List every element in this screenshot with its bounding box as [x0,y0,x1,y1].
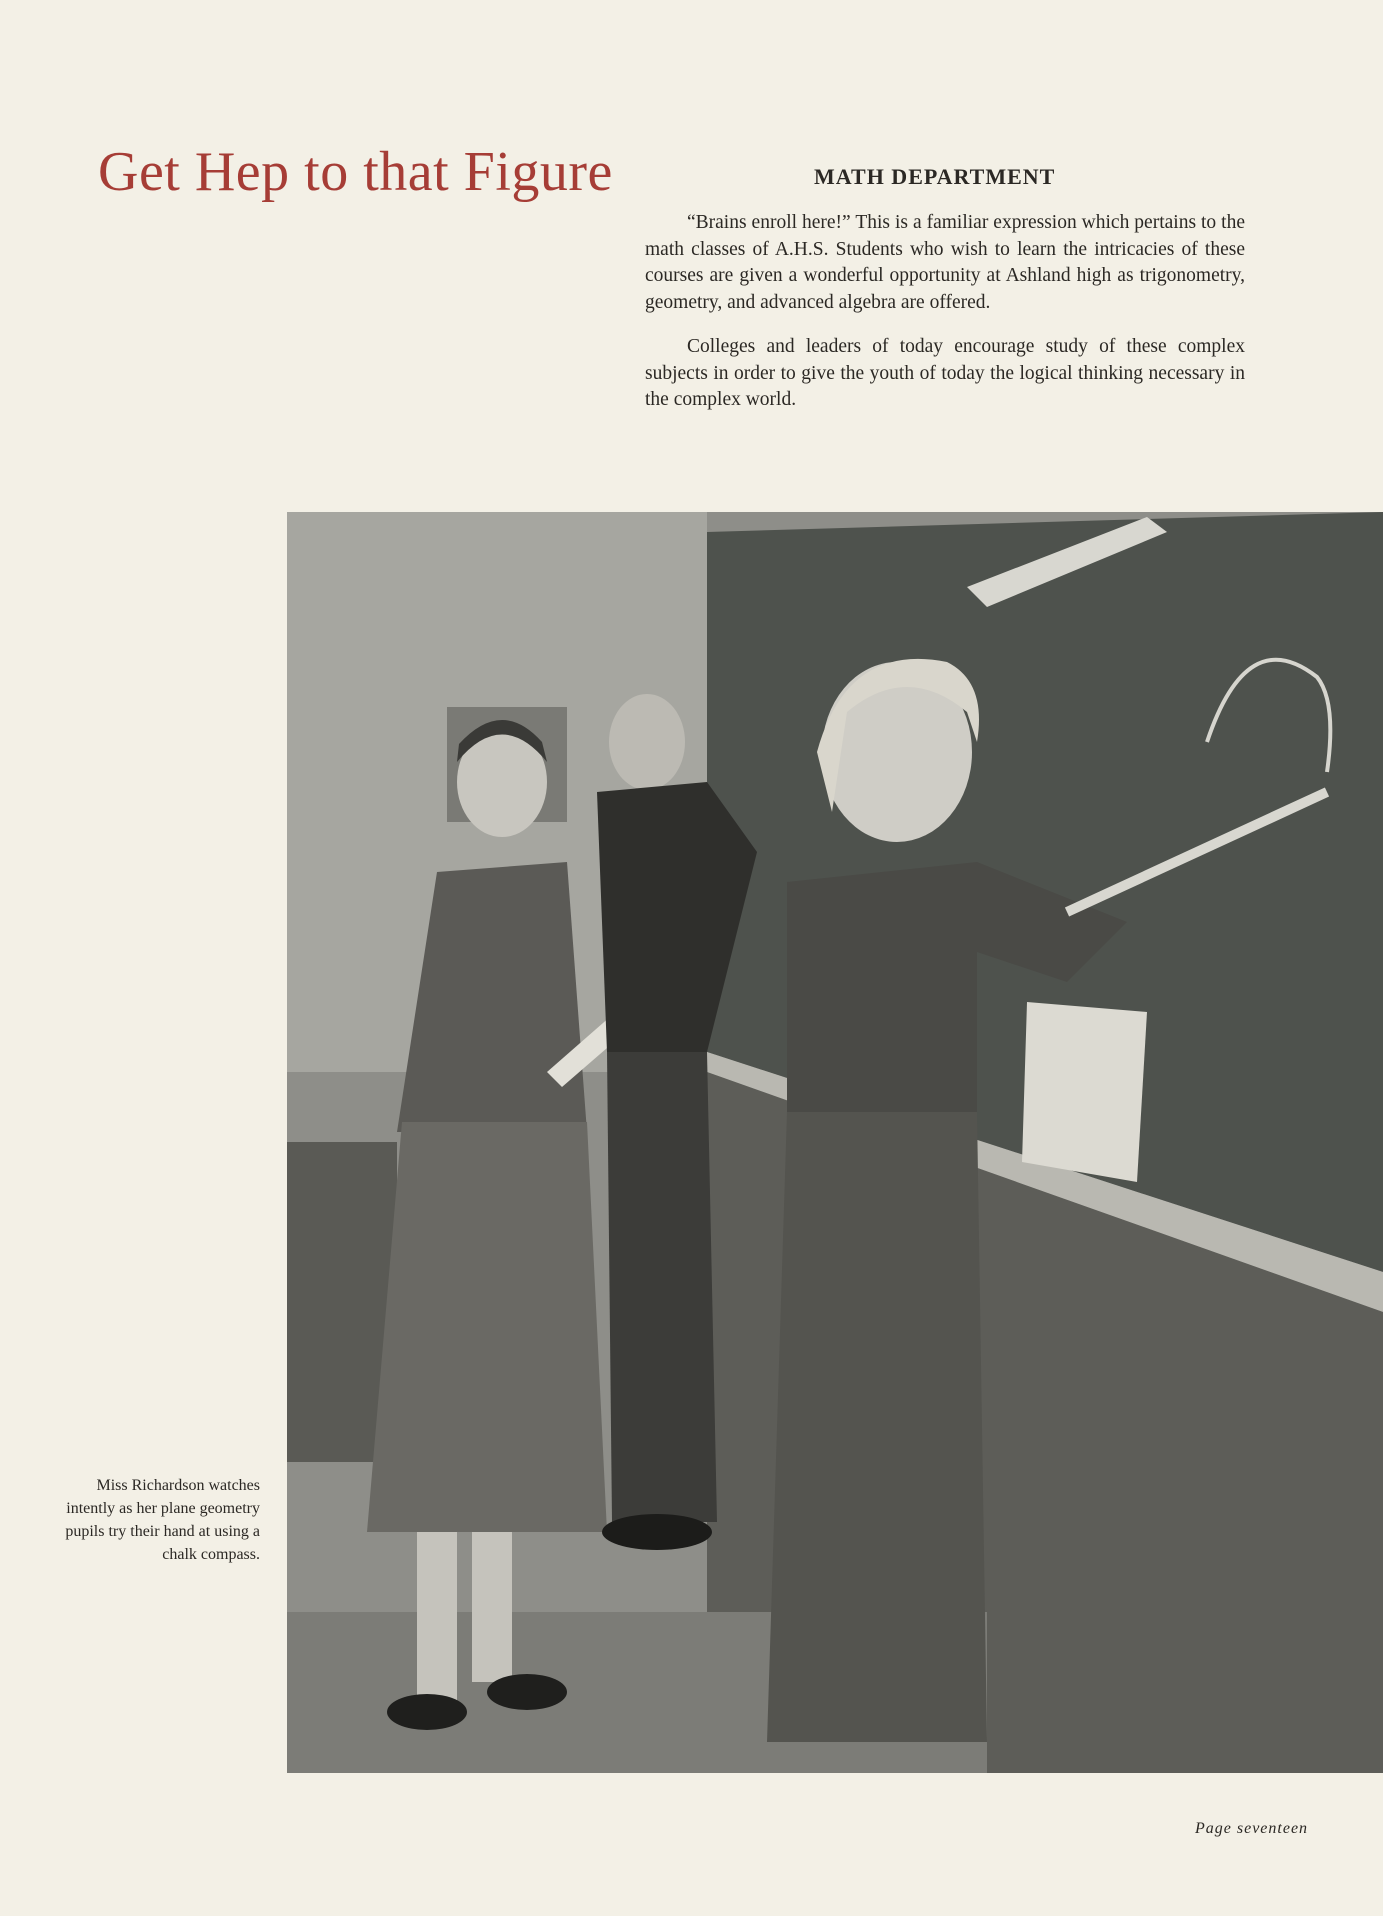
photo-caption: Miss Richardson watches intently as her plane geometry pupils try their hand at using a chalk compass. [65,1477,260,1563]
page-number: Page seventeen [1195,1820,1309,1837]
department-heading: MATH DEPARTMENT [814,164,1056,189]
paragraph-1: “Brains enroll here!” This is a familiar expression which pertains to the math classes of A.H.S. Students who wish to learn the intricacies of these courses are given a wonderful opportunity at Ashland high as trigonometry, geometry, and advanced algebra are offered. [645,212,1245,313]
paragraph-2: Colleges and leaders of today encourage study of these complex subjects in order to give the youth of today the logical thinking necessary in the complex world. [645,336,1245,410]
article-body [645,210,1245,432]
classroom-photo [287,512,1383,1773]
page-headline: Get Hep to that Figure [98,141,613,203]
